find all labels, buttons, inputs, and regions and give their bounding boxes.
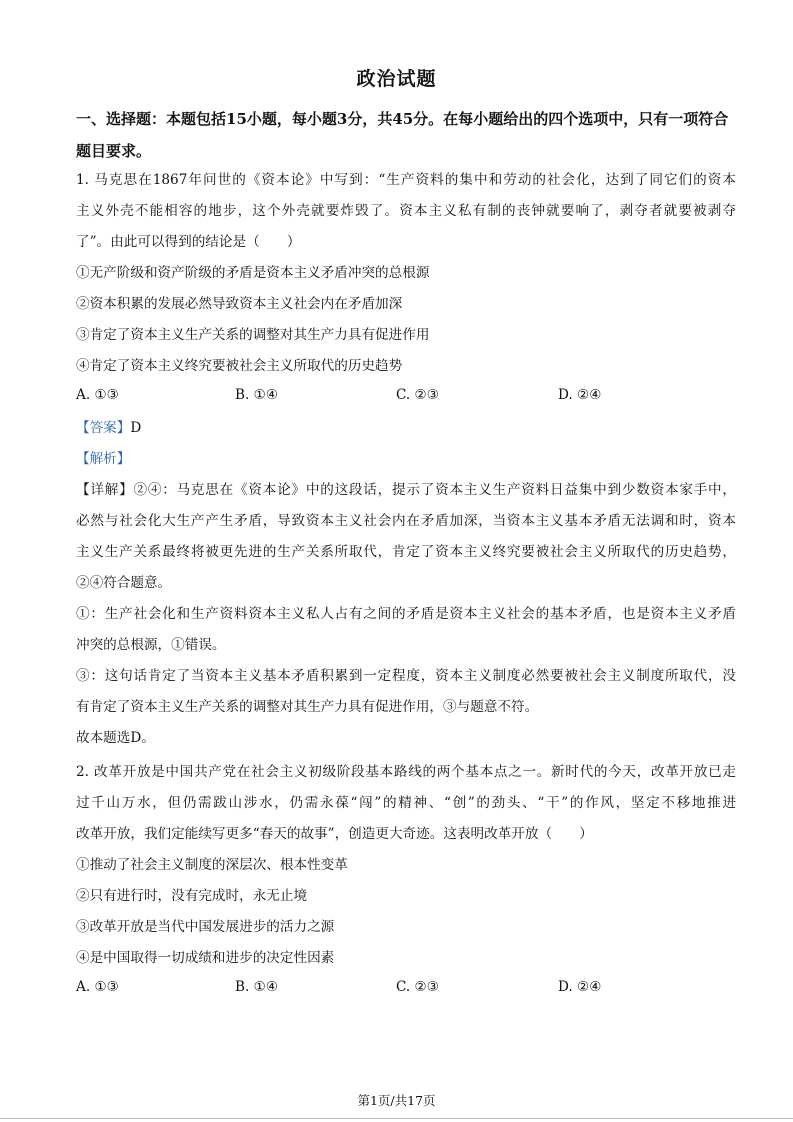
- q1-detail-line: ②④符合题意。: [76, 575, 172, 591]
- q1-detail-line: 冲突的总根源，①错误。: [76, 637, 226, 653]
- analysis-tag: 【解析】: [76, 451, 131, 467]
- q1-option-b: B. ①④: [235, 387, 279, 403]
- q1-options: [76, 387, 736, 407]
- q1-choice-item: ②资本积累的发展必然导致资本主义社会内在矛盾加深: [76, 296, 403, 312]
- q1-answer-line: [76, 418, 736, 438]
- q1-analysis-line: [76, 449, 736, 469]
- q1-detail-line: 主义生产关系最终将被更先进的生产关系所取代，肯定了资本主义终究要被社会主义所取代的历史趋势，: [76, 544, 736, 560]
- q1-stem-line: 主义外壳不能相容的地步，这个外壳就要炸毁了。资本主义私有制的丧钟就要响了，剥夺者就要被剥夺: [76, 203, 736, 219]
- page-number-footer: 第1页/共17页: [357, 1093, 436, 1108]
- detail-tag: 【详解】: [76, 482, 134, 498]
- q1-stem-line: 了”。由此可以得到的结论是（ ）: [76, 234, 301, 250]
- q2-stem-line: 改革开放，我们定能续写更多“春天的故事”，创造更大奇迹。这表明改革开放（ ）: [76, 826, 593, 842]
- q2-option-c: C. ②③: [396, 979, 439, 995]
- q1-option-d: D. ②④: [558, 387, 602, 403]
- q2-stem-line: 过千山万水，但仍需跋山涉水，仍需永葆“闯”的精神、“创”的劲头、“干”的作风，坚定不移地推进: [76, 795, 736, 811]
- q1-detail-line: ①：生产社会化和生产资料资本主义私人占有之间的矛盾是资本主义社会的基本矛盾，也是资本主义矛盾: [76, 606, 736, 622]
- answer-tag: 【答案】: [76, 420, 131, 436]
- q2-stem-line: 2. 改革开放是中国共产党在社会主义初级阶段基本路线的两个基本点之一。新时代的今天，改革开放已走: [76, 764, 736, 780]
- q1-detail-line: ③：这句话肯定了当资本主义基本矛盾积累到一定程度，资本主义制度必然要被社会主义制度所取代，没: [76, 668, 736, 684]
- q2-option-a: A. ①③: [76, 979, 119, 995]
- q1-choice-item: ④肯定了资本主义终究要被社会主义所取代的历史趋势: [76, 358, 403, 374]
- q1-detail-line: 必然与社会化大生产产生矛盾，导致资本主义社会内在矛盾加深，当资本主义基本矛盾无法调和时，资本: [76, 513, 736, 529]
- q2-choice-item: ②只有进行时，没有完成时，永无止境: [76, 888, 308, 904]
- q2-option-b: B. ①④: [235, 979, 279, 995]
- section-heading: 一、选择题：本题包括15小题，每小题3分，共45分。在每小题给出的四个选项中，只有一项符合题目要求。: [76, 110, 729, 160]
- q1-detail-line: 故本题选D。: [76, 730, 155, 746]
- page-title: 政治试题: [356, 68, 437, 90]
- q1-choice-item: ①无产阶级和资产阶级的矛盾是资本主义矛盾冲突的总根源: [76, 265, 430, 281]
- q2-options: [76, 979, 736, 999]
- q1-option-a: A. ①③: [76, 387, 119, 403]
- q1-detail-line: 有肯定了资本主义生产关系的调整对其生产力具有促进作用，③与题意不符。: [76, 699, 539, 715]
- q1-option-c: C. ②③: [396, 387, 439, 403]
- q1-choice-item: ③肯定了资本主义生产关系的调整对其生产力具有促进作用: [76, 327, 430, 343]
- q2-choice-item: ③改革开放是当代中国发展进步的活力之源: [76, 919, 335, 935]
- bottom-divider: [0, 1118, 793, 1119]
- q1-detail-line: [76, 480, 736, 500]
- answer-value: D: [130, 420, 142, 436]
- detail-text: ②④：马克思在《资本论》中的这段话，提示了资本主义生产资料日益集中到少数资本家手中，: [133, 482, 736, 498]
- q2-choice-item: ①推动了社会主义制度的深层次、根本性变革: [76, 857, 348, 873]
- q1-stem-line: 1. 马克思在1867年问世的《资本论》中写到：“生产资料的集中和劳动的社会化，达到了同它们的资本: [76, 172, 736, 188]
- q2-choice-item: ④是中国取得一切成绩和进步的决定性因素: [76, 950, 335, 966]
- q2-option-d: D. ②④: [558, 979, 602, 995]
